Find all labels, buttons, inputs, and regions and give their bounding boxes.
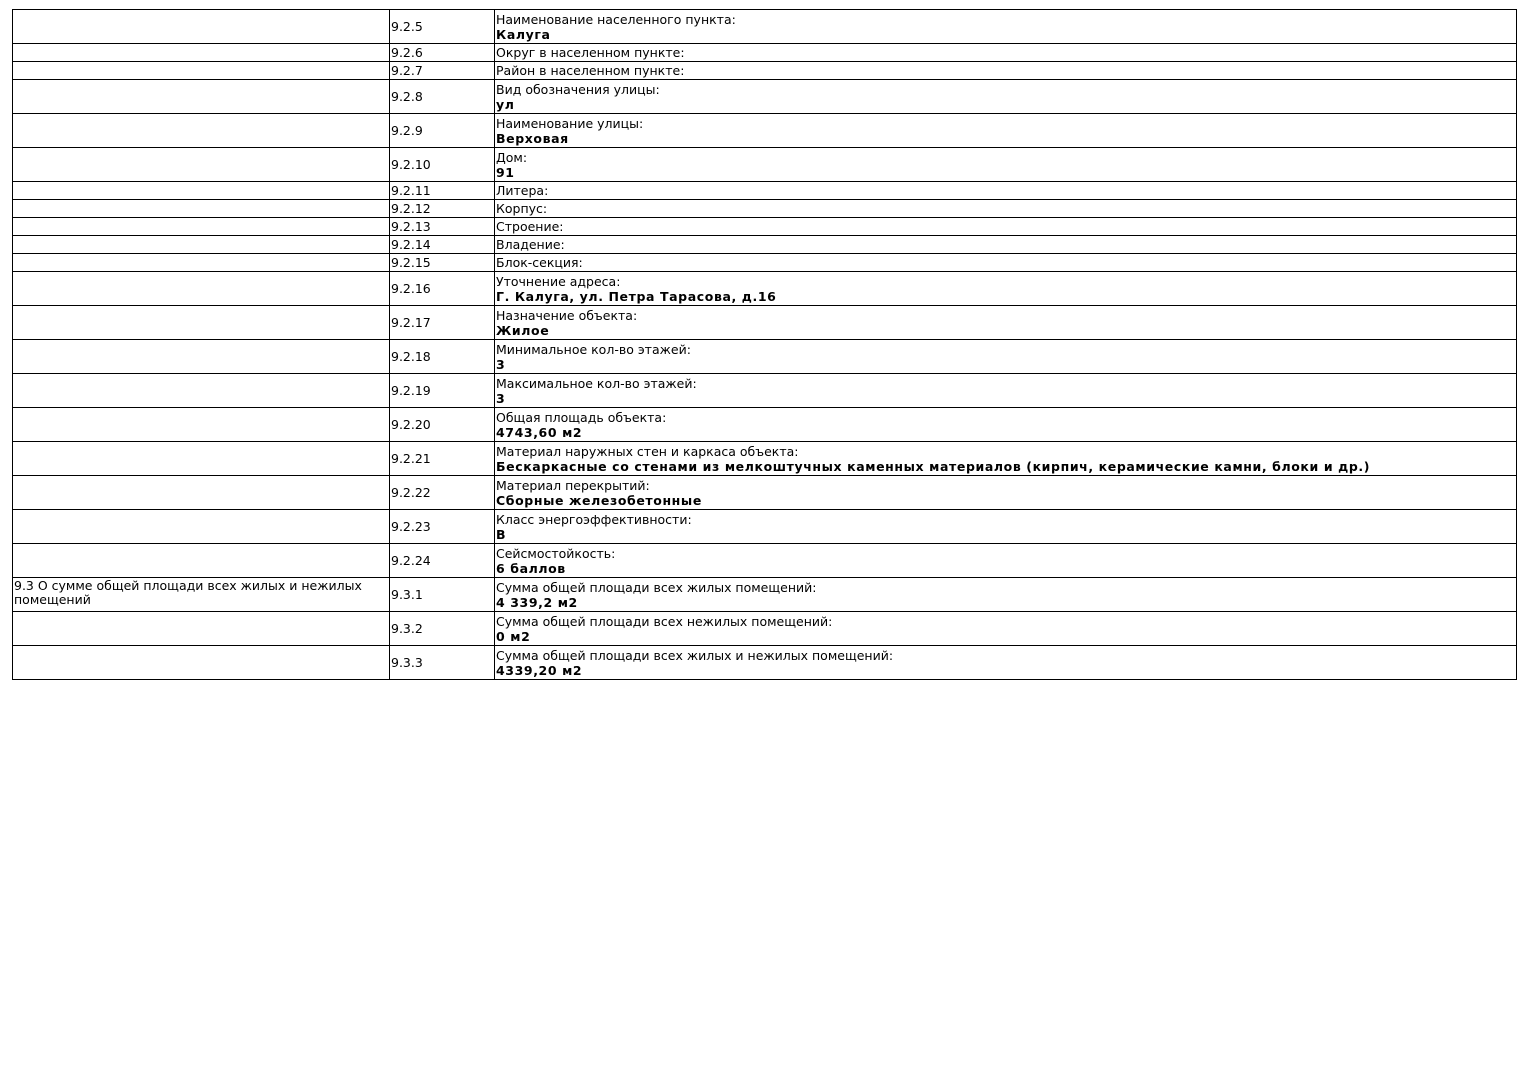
section-cell — [13, 114, 390, 148]
table-row — [13, 148, 1517, 182]
code-cell: 9.2.23 — [390, 510, 495, 544]
code-cell: 9.2.12 — [390, 200, 495, 218]
field-cell — [495, 44, 1517, 62]
table-row — [13, 10, 1517, 44]
field-label: Блок-секция: — [496, 255, 583, 270]
section-label — [14, 148, 388, 149]
field-label: Материал наружных стен и каркаса объекта: — [496, 443, 799, 459]
field-cell — [495, 254, 1517, 272]
table-row — [13, 254, 1517, 272]
field-label: Строение: — [496, 219, 564, 234]
field-value: Г. Калуга, ул. Петра Тарасова, д.16 — [496, 288, 777, 304]
field-cell — [495, 80, 1517, 114]
code-cell: 9.3.2 — [390, 612, 495, 646]
code-cell: 9.2.18 — [390, 340, 495, 374]
code-cell: 9.2.15 — [390, 254, 495, 272]
field-label: Район в населенном пункте: — [496, 63, 685, 78]
field-label: Назначение объекта: — [496, 307, 638, 323]
section-label — [14, 374, 388, 375]
field-label: Общая площадь объекта: — [496, 409, 667, 425]
field-cell — [495, 476, 1517, 510]
code-cell: 9.2.17 — [390, 306, 495, 340]
section-cell — [13, 442, 390, 476]
section-cell — [13, 374, 390, 408]
section-cell — [13, 148, 390, 182]
section-cell — [13, 254, 390, 272]
field-label: Наименование населенного пункта: — [496, 11, 736, 27]
section-cell — [13, 510, 390, 544]
table-row — [13, 442, 1517, 476]
section-cell — [13, 646, 390, 680]
code-cell: 9.2.21 — [390, 442, 495, 476]
field-value: 0 м2 — [496, 628, 531, 644]
section-cell — [13, 236, 390, 254]
section-label — [14, 80, 388, 81]
section-label — [14, 646, 388, 647]
field-cell — [495, 148, 1517, 182]
section-label — [14, 114, 388, 115]
code-cell: 9.2.8 — [390, 80, 495, 114]
table-row — [13, 236, 1517, 254]
section-label — [14, 510, 388, 511]
table-row — [13, 306, 1517, 340]
code-cell: 9.2.14 — [390, 236, 495, 254]
field-label: Корпус: — [496, 201, 548, 216]
field-cell — [495, 306, 1517, 340]
table-row — [13, 612, 1517, 646]
field-cell — [495, 272, 1517, 306]
section-label — [14, 218, 388, 219]
code-cell: 9.3.1 — [390, 578, 495, 612]
section-cell — [13, 476, 390, 510]
field-value: 3 — [496, 390, 506, 406]
table-row — [13, 408, 1517, 442]
section-cell — [13, 306, 390, 340]
field-cell — [495, 182, 1517, 200]
field-cell — [495, 62, 1517, 80]
section-label — [14, 306, 388, 307]
field-value: ул — [496, 96, 515, 112]
table-row — [13, 182, 1517, 200]
section-label — [14, 476, 388, 477]
field-value: Бескаркасные со стенами из мелкоштучных каменных материалов (кирпич, керамические камни, блоки и др.) — [496, 458, 1371, 474]
section-label: 9.3 О сумме общей площади всех жилых и нежилых помещений — [14, 578, 362, 607]
field-cell — [495, 374, 1517, 408]
section-cell — [13, 612, 390, 646]
section-cell — [13, 578, 390, 612]
field-cell — [495, 578, 1517, 612]
field-label: Минимальное кол-во этажей: — [496, 341, 691, 357]
table-row — [13, 80, 1517, 114]
code-cell: 9.2.7 — [390, 62, 495, 80]
code-cell: 9.2.24 — [390, 544, 495, 578]
table-row — [13, 44, 1517, 62]
field-value: 91 — [496, 164, 515, 180]
section-label — [14, 62, 388, 63]
section-label — [14, 272, 388, 273]
table-row — [13, 476, 1517, 510]
field-cell — [495, 510, 1517, 544]
field-label: Уточнение адреса: — [496, 273, 621, 289]
field-label: Владение: — [496, 237, 565, 252]
section-label — [14, 10, 388, 11]
field-value: 4743,60 м2 — [496, 424, 583, 440]
table-row — [13, 200, 1517, 218]
table-row — [13, 374, 1517, 408]
field-cell — [495, 612, 1517, 646]
field-cell — [495, 10, 1517, 44]
field-label: Материал перекрытий: — [496, 477, 650, 493]
section-cell — [13, 272, 390, 306]
field-cell — [495, 646, 1517, 680]
section-label — [14, 612, 388, 613]
field-value: Сборные железобетонные — [496, 492, 702, 508]
code-cell: 9.2.22 — [390, 476, 495, 510]
table-row — [13, 510, 1517, 544]
code-cell: 9.2.20 — [390, 408, 495, 442]
field-cell — [495, 218, 1517, 236]
table-row — [13, 114, 1517, 148]
code-cell: 9.2.6 — [390, 44, 495, 62]
code-cell: 9.2.5 — [390, 10, 495, 44]
section-label — [14, 200, 388, 201]
field-cell — [495, 544, 1517, 578]
field-label: Округ в населенном пункте: — [496, 45, 685, 60]
table-row — [13, 544, 1517, 578]
section-cell — [13, 80, 390, 114]
field-cell — [495, 408, 1517, 442]
table-row — [13, 340, 1517, 374]
section-cell — [13, 340, 390, 374]
section-label — [14, 442, 388, 443]
field-label: Сумма общей площади всех жилых помещений: — [496, 579, 817, 595]
code-cell: 9.2.19 — [390, 374, 495, 408]
section-cell — [13, 408, 390, 442]
field-label: Дом: — [496, 149, 528, 165]
section-label — [14, 254, 388, 255]
section-cell — [13, 200, 390, 218]
section-cell — [13, 218, 390, 236]
code-cell: 9.2.10 — [390, 148, 495, 182]
table-row — [13, 62, 1517, 80]
field-label: Сумма общей площади всех жилых и нежилых помещений: — [496, 647, 894, 663]
table-row — [13, 578, 1517, 612]
code-cell: 9.2.16 — [390, 272, 495, 306]
code-cell: 9.2.13 — [390, 218, 495, 236]
section-label — [14, 408, 388, 409]
section-cell — [13, 62, 390, 80]
table-row — [13, 272, 1517, 306]
table-row — [13, 218, 1517, 236]
field-cell — [495, 442, 1517, 476]
field-label: Класс энергоэффективности: — [496, 511, 692, 527]
section-cell — [13, 544, 390, 578]
field-cell — [495, 200, 1517, 218]
section-label — [14, 182, 388, 183]
field-label: Сумма общей площади всех нежилых помещений: — [496, 613, 833, 629]
field-label: Максимальное кол-во этажей: — [496, 375, 697, 391]
field-value: Калуга — [496, 26, 551, 42]
declaration-table — [12, 9, 1517, 680]
field-label: Вид обозначения улицы: — [496, 81, 660, 97]
field-value: 4339,20 м2 — [496, 662, 583, 678]
section-label — [14, 44, 388, 45]
table-row — [13, 646, 1517, 680]
field-value: Жилое — [496, 322, 550, 338]
section-cell — [13, 44, 390, 62]
section-cell — [13, 10, 390, 44]
field-value: 4 339,2 м2 — [496, 594, 578, 610]
code-cell: 9.3.3 — [390, 646, 495, 680]
field-value: 6 баллов — [496, 560, 566, 576]
code-cell: 9.2.9 — [390, 114, 495, 148]
field-label: Сейсмостойкость: — [496, 545, 616, 561]
field-cell — [495, 236, 1517, 254]
section-label — [14, 236, 388, 237]
declaration-table-body — [13, 10, 1517, 680]
field-value: B — [496, 526, 507, 542]
section-cell — [13, 182, 390, 200]
section-label — [14, 544, 388, 545]
field-label: Наименование улицы: — [496, 115, 644, 131]
field-cell — [495, 340, 1517, 374]
field-label: Литера: — [496, 183, 549, 198]
code-cell: 9.2.11 — [390, 182, 495, 200]
field-cell — [495, 114, 1517, 148]
section-label — [14, 340, 388, 341]
field-value: 3 — [496, 356, 506, 372]
field-value: Верховая — [496, 130, 569, 146]
